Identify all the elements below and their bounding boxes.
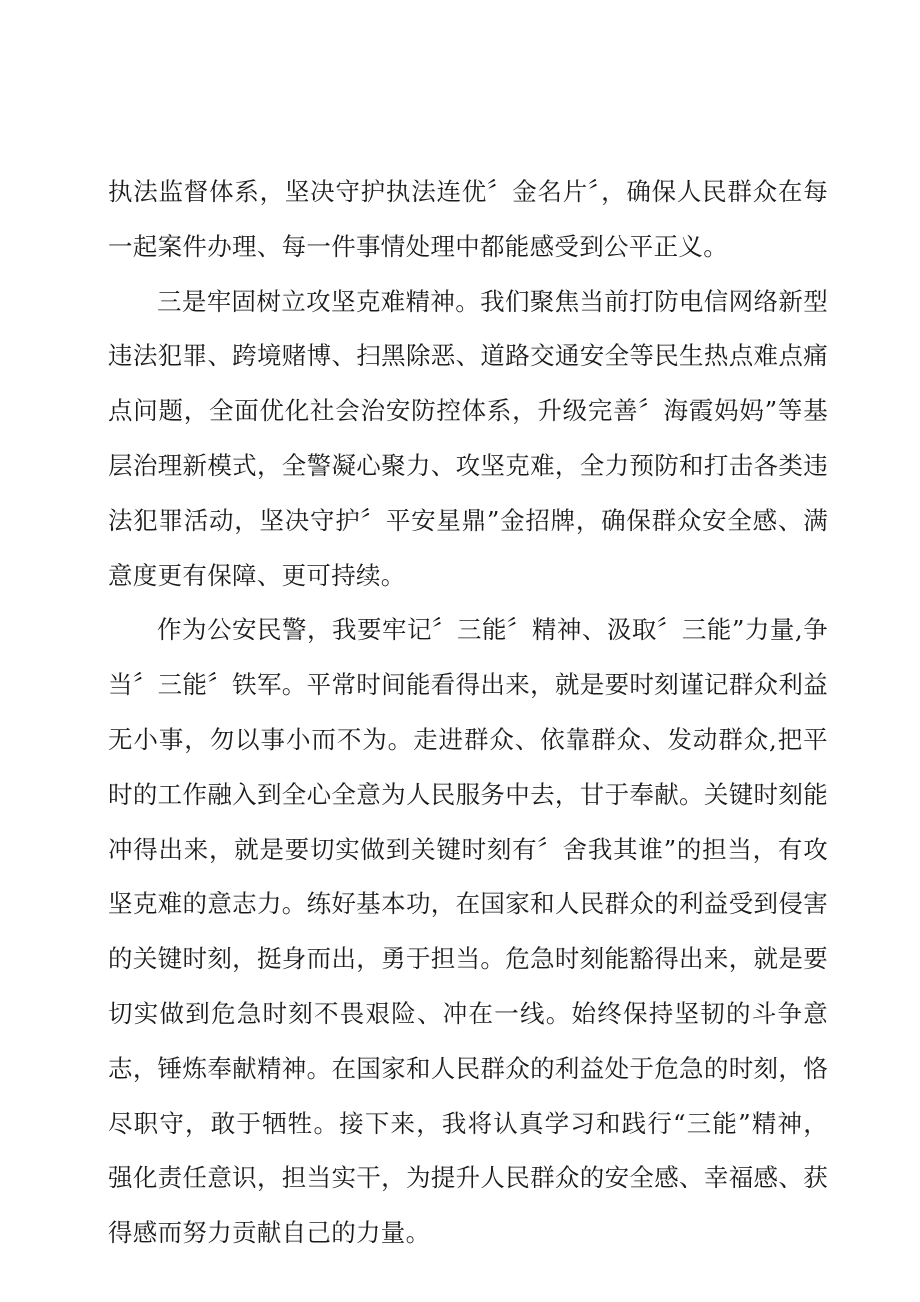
paragraph-tackling-difficulties: 三是牢固树立攻坚克难精神。我们聚焦当前打防电信网络新型违法犯罪、跨境赌博、扫黑除恶、道路交通安全等民生热点难点痛点问题，全面优化社会治安防控体系，升级完善〞海霞妈妈”等基层治理新模式，全警凝心聚力、攻坚克难，全力预防和打击各类违法犯罪活动，坚决守护〞平安星鼎”金招牌，确保群众安全感、满意度更有保障、更可持续。 xyxy=(108,286,828,590)
paragraph-personal-commitment: 作为公安民警，我要牢记〞三能〞精神、汲取〞三能”力量,争当〞三能〞铁军。平常时间能看得出来，就是要时刻谨记群众利益无小事，勿以事小而不为。走进群众、依靠群众、发动群众,把平时的工作融入到全心全意为人民服务中去，甘于奉献。关键时刻能冲得出来，就是要切实做到关键时刻有〞舍我其谁”的担当，有攻坚克难的意志力。练好基本功，在国家和人民群众的利益受到侵害的关键时刻，挺身而出，勇于担当。危急时刻能豁得出来，就是要切实做到危急时刻不畏艰险、冲在一线。始终保持坚韧的斗争意志，锤炼奉献精神。在国家和人民群众的利益处于危急的时刻，恪尽职守，敢于牺牲。接下来，我将认真学习和践行“三能”精神，强化责任意识，担当实干，为提升人民群众的安全感、幸福感、获得感而努力贡献自己的力量。 xyxy=(108,615,828,1248)
paragraph-continuation: 执法监督体系，坚决守护执法连优〞金名片〞，确保人民群众在每一起案件办理、每一件事情处理中都能感受到公平正义。 xyxy=(108,177,828,261)
document-body xyxy=(108,165,828,1261)
